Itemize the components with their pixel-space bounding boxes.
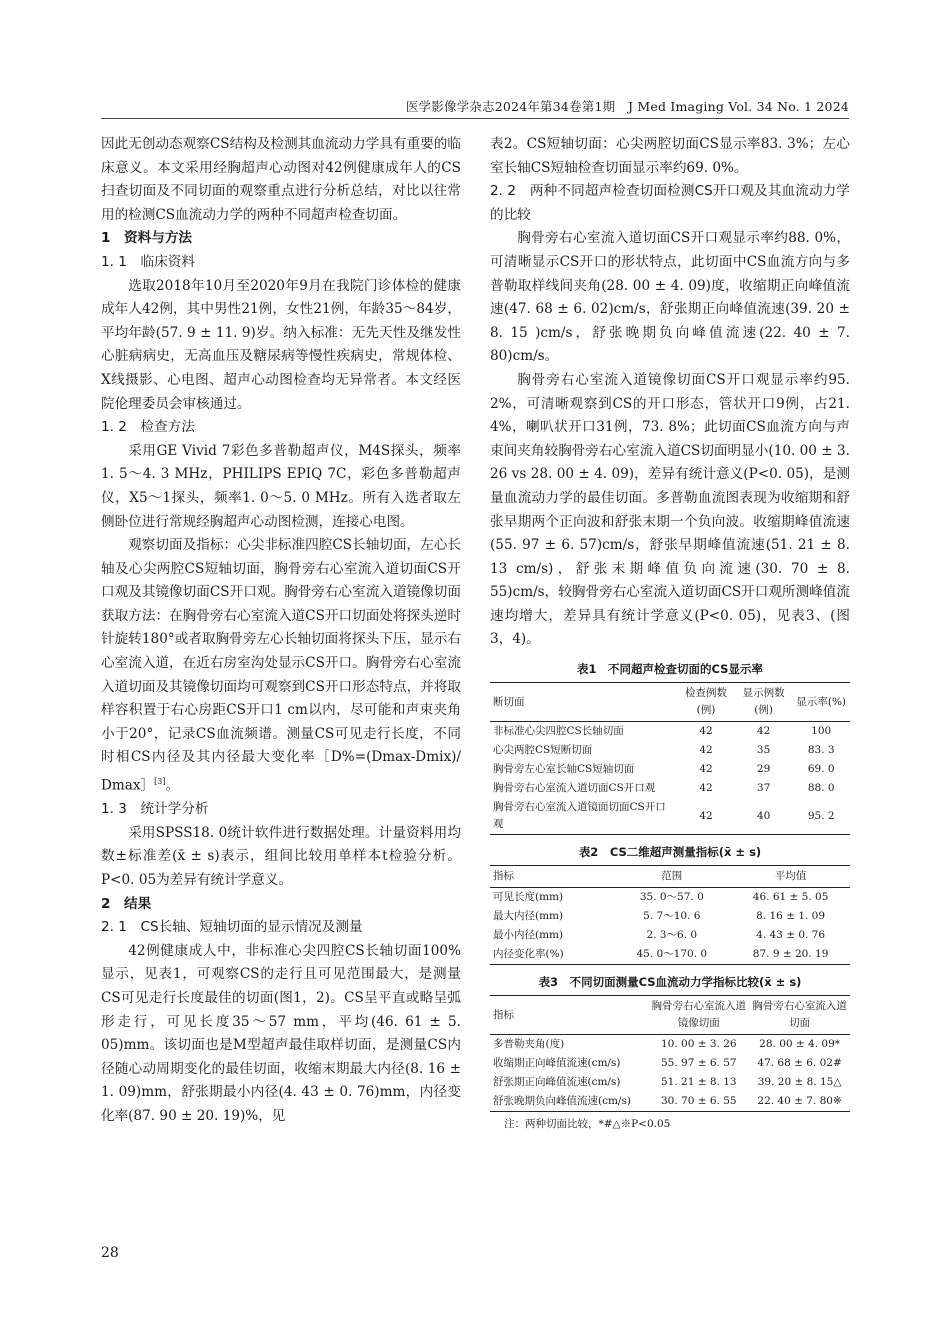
table3-row [490,1035,850,1055]
table1-cell: 42 [699,809,713,822]
running-header: 医学影像学杂志2024年第34卷第1期 J Med Imaging Vol. 34 No. 1 2024 [405,99,849,114]
table2-caption: 表2 CS二维超声测量指标(x̄ ± s) [578,845,762,860]
table1-cell: 胸骨旁右心室流入道切面CS开口观 [493,782,656,795]
table1-cell: 40 [756,809,771,822]
table3-caption: 表3 不同切面测量CS血流动力学指标比较(x̄ ± s) [538,975,802,990]
table2-cell: 46. 61 ± 5. 05 [752,891,829,904]
table1-cell: 88. 0 [807,782,835,795]
table1-cell: 100 [811,725,832,738]
subsection-heading-comparison: 2. 2 两种不同超声检查切面检测CS开口观及其血流动力学的比较 [490,183,850,223]
table3-header-cell: 指标 [490,996,648,1035]
table2-header-cell: 指标 [490,866,612,888]
paragraph-axis-results: 42例健康成人中，非标准心尖四腔CS长轴切面100%显示，见表1，可观察CS的走行且可见范围最大，是测量CS可见走行长度最佳的切面(图1，2)。CS呈平直或略呈弧形走行，可见长度35～57 mm，平均(46. 61 ± 5. 05)mm。该切面也是M型超声最佳取样切面，是测量CS内径随心动周期变化的最佳切面，收缩末期最大内径(8. 16 ± 1. 09)mm，舒张期最小内径(4. 43 ± 0. 76)mm，内径变化率(87. 90 ± 20. 19)%，见 [101,942,461,1124]
table3-header-cell: 胸骨旁右心室流入道切面 [749,996,850,1035]
table3-cell: 舒张晚期负向峰值流速(cm/s) [493,1095,631,1108]
paragraph-clinical: 选取2018年10月至2020年9月在我院门诊体检的健康成年人42例，其中男性21例，女性21例，年龄35～84岁，平均年龄(57. 9 ± 11. 9)岁。纳入标准：无先天性及继发性心脏病病史，无高血压及糖尿病等慢性疾病史，常规体检、X线摄影、心电图、超声心动图检查均无异常者。本文经医院伦理委员会审核通过。 [101,277,461,412]
table1-cell: 胸骨旁右心室流入道镜面切面CS开口观 [493,801,666,831]
paragraph-stats: 采用SPSS18. 0统计软件进行数据处理。计量资料用均数±标准差(x̄ ± s)表示，组间比较用单样本t检验分析。P<0. 05为差异有统计学意义。 [101,824,461,888]
table3-cell: 55. 97 ± 6. 57 [660,1057,737,1070]
exam-views-text: 观察切面及指标：心尖非标准四腔CS长轴切面，左心长轴及心尖两腔CS短轴切面，胸骨旁右心室流入道切面CS开口观及其镜像切面CS开口观。胸骨旁右心室流入道镜像切面获取方法：在胸骨旁右心室流入道CS开口切面处将探头逆时针旋转180°或者取胸骨旁左心长轴切面将探头下压，显示右心室流入道，在近右房室沟处显示CS开口。胸骨旁右心室流入道切面及其镜像切面均可观察到CS开口形态特点，并将取样容积置于右心房距CS开口1 cm以内，尽可能和声束夹角小于20°，记录CS血流频谱。测量CS可见走行长度，不同时相CS内径及其内径最大变化率［D%=(Dmax-Dmix)/ Dmax］ [101,537,461,794]
table2-header-cell: 范围 [612,866,731,888]
table1-cell: 非标准心尖四腔CS长轴切面 [493,725,624,738]
table1-row [490,722,850,742]
table2-cell: 最大内径(mm) [493,910,564,923]
table1-cell: 95. 2 [807,809,835,822]
table2-cell: 8. 16 ± 1. 09 [756,910,826,923]
subsection-heading-clinical: 1. 1 临床资料 [101,253,195,270]
table1-cell: 42 [699,763,713,776]
table1-cell: 29 [756,763,771,776]
table1-cell: 37 [756,782,771,795]
table3-row [490,1054,850,1073]
paragraph-continued: 表2。CS短轴切面：心尖两腔切面CS显示率83. 3%；左心室长轴CS短轴检查切面显示率约69. 0%。 [490,136,850,176]
page-number: 28 [101,1245,119,1261]
paragraph-mirror-view: 胸骨旁右心室流入道镜像切面CS开口观显示率约95. 2%，可清晰观察到CS的开口形态，管状开口9例，占21. 4%，喇叭状开口31例，73. 8%；此切面CS血流方向与声束间夹角较胸骨旁右心室流入道CS切面明显小(10. 00 ± 3. 26 vs 28. 00 ± 4. 09)，差异有统计意义(P<0. 05)，是测量血流动力学的最佳切面。多普勒血流图表现为收缩期和舒张早期两个正向波和舒张末期一个负向波。收缩期峰值流速(55. 97 ± 6. 57)cm/s，舒张早期峰值流速(51. 21 ± 8. 13 cm/s)，舒张末期峰值负向流速(30. 70 ± 8. 55)cm/s，较胸骨旁右心室流入道切面CS开口观所测峰值流速均增大，差异具有统计学意义(P<0. 05)，见表3、(图3，4)。 [490,371,850,648]
table2-row [490,907,850,926]
intro-paragraph: 因此无创动态观察CS结构及检测其血流动力学具有重要的临床意义。本文采用经胸超声心动图对42例健康成年人的CS扫查切面及不同切面的观察重点进行分析总结，对比以往常用的检测CS血流动力学的两种不同超声检查切面。 [101,136,461,223]
paragraph-inflow-view: 胸骨旁右心室流入道切面CS开口观显示率约88. 0%，可清晰显示CS开口的形状特点，此切面中CS血流方向与多普勒取样线间夹角(28. 00 ± 4. 09)度，收缩期正向峰值流速(47. 68 ± 6. 02)cm/s，舒张期正向峰值流速(39. 20 ± 8. 15 )cm/s，舒张晚期负向峰值流速(22. 40 ± 7. 80)cm/s。 [490,230,850,365]
right-column [490,133,850,1132]
table3-row [490,1092,850,1112]
left-column [101,133,461,1128]
table3-cell: 舒张期正向峰值流速(cm/s) [493,1076,621,1089]
table2-header-cell: 平均值 [731,866,850,888]
table3-header-cell: 胸骨旁右心室流入道镜像切面 [648,996,749,1035]
table2-cell: 4. 43 ± 0. 76 [756,929,826,942]
table1-cell: 42 [699,725,713,738]
table2 [490,865,850,965]
table2-row [490,888,850,908]
table1-cell: 胸骨旁左心室长轴CS短轴切面 [493,763,635,776]
table1-cell: 42 [699,782,713,795]
table3 [490,995,850,1112]
table2-cell: 内径变化率(%) [493,948,564,961]
table3-cell: 收缩期正向峰值流速(cm/s) [493,1057,621,1070]
table3-note: 注：两种切面比较，*#△※P<0.05 [504,1118,671,1131]
table1-row [490,741,850,760]
table2-cell: 最小内径(mm) [493,929,564,942]
table2-cell: 2. 3～6. 0 [646,929,698,942]
table2-cell: 87. 9 ± 20. 19 [752,948,829,961]
table1-caption: 表1 不同超声检查切面的CS显示率 [577,662,763,677]
table1-cell: 69. 0 [807,763,835,776]
table1-cell: 42 [699,744,713,757]
paragraph-exam-equipment: 采用GE Vivid 7彩色多普勒超声仪，M4S探头，频率1. 5～4. 3 MHz，PHILIPS EPIQ 7C，彩色多普勒超声仪，X5～1探头，频率1. 0～5. 0 MHz。所有入选者取左侧卧位进行常规经胸超声心动图检测，连接心电图。 [101,442,461,530]
table1-header-cell: 检查例数(例) [677,683,735,722]
table3-cell: 51. 21 ± 8. 13 [660,1076,737,1089]
table2-cell: 可见长度(mm) [493,891,564,904]
table1-header-cell: 显示例数(例) [735,683,793,722]
table1-cell: 83. 3 [807,744,835,757]
table2-cell: 35. 0～57. 0 [639,891,704,904]
table3-cell: 47. 68 ± 6. 02# [757,1057,842,1070]
header-rule [101,118,849,119]
table1 [490,682,850,835]
section-heading-methods: 1 资料与方法 [101,230,193,247]
table1-row [490,798,850,835]
subsection-heading-stats: 1. 3 统计学分析 [101,801,209,818]
table1-cell: 35 [756,744,771,757]
table1-cell: 42 [756,725,771,738]
table3-cell: 10. 00 ± 3. 26 [660,1038,737,1051]
paragraph-exam-views: 观察切面及指标：心尖非标准四腔CS长轴切面，左心长轴及心尖两腔CS短轴切面，胸骨旁右心室流入道切面CS开口观及其镜像切面CS开口观。胸骨旁右心室流入道镜像切面获取方法：在胸骨旁右心室流入道CS开口切面处将探头逆时针旋转180°或者取胸骨旁左心长轴切面将探头下压，显示右心室流入道，在近右房室沟处显示CS开口。胸骨旁右心室流入道切面及其镜像切面均可观察到CS开口形态特点，并将取样容积置于右心房距CS开口1 cm以内，尽可能和声束夹角小于20°，记录CS血流频谱。测量CS可见走行长度，不同时相CS内径及其内径最大变化率［D%=(Dmax-Dmix)/ Dmax］[3]。 [101,537,461,794]
table1-cell: 心尖两腔CS短断切面 [493,744,593,757]
table3-cell: 多普勒夹角(度) [493,1038,565,1051]
table3-cell: 39. 20 ± 8. 15△ [757,1076,842,1089]
table1-row [490,760,850,779]
table3-cell: 22. 40 ± 7. 80※ [757,1095,842,1108]
table1-header-cell: 显示率(%) [792,683,850,722]
table2-row [490,945,850,965]
section-heading-results: 2 结果 [101,895,152,912]
citation-ref[interactable]: [3] [154,777,166,787]
table2-cell: 45. 0～170. 0 [636,948,708,961]
table1-header-cell: 断切面 [490,683,677,722]
table1-row [490,779,850,798]
table3-row [490,1073,850,1092]
table3-cell: 30. 70 ± 6. 55 [660,1095,737,1108]
table2-cell: 5. 7～10. 6 [643,910,701,923]
table3-cell: 28. 00 ± 4. 09* [759,1038,841,1051]
table2-row [490,926,850,945]
subsection-heading-exam: 1. 2 检查方法 [101,419,195,436]
subsection-heading-axis: 2. 1 CS长轴、短轴切面的显示情况及测量 [101,919,363,936]
